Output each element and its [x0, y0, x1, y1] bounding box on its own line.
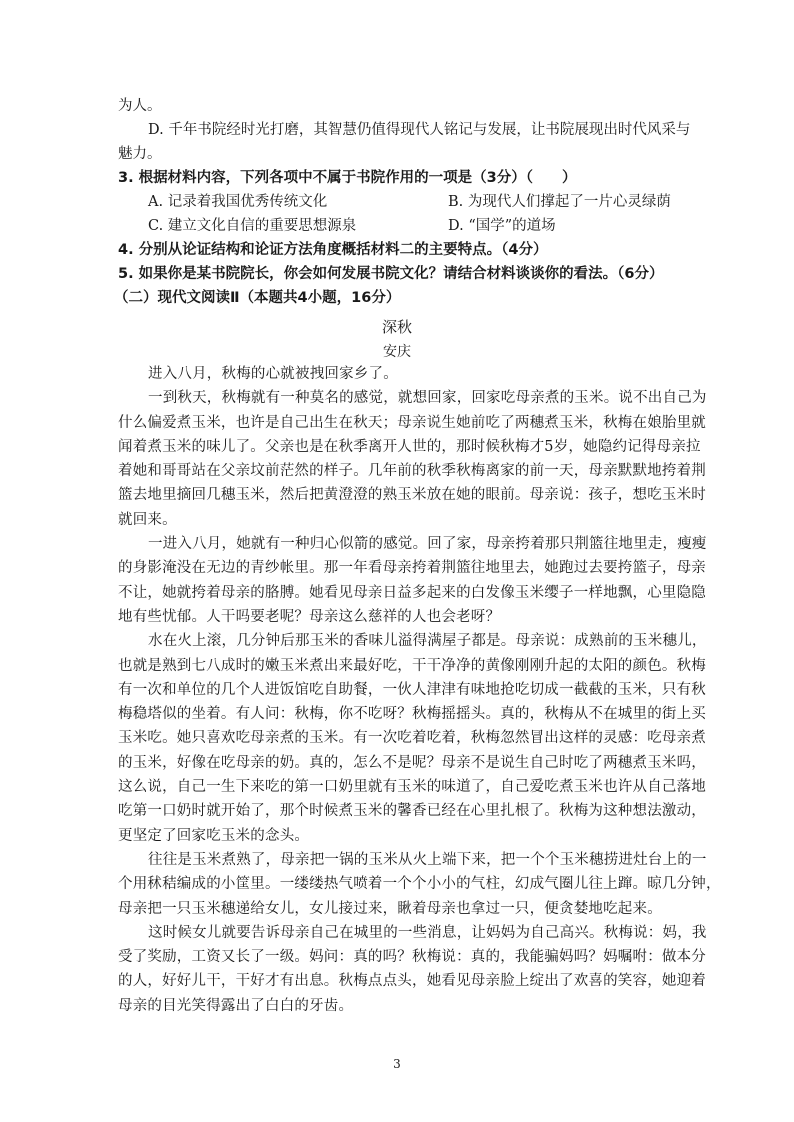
page-number: 3 — [393, 1057, 401, 1071]
story-line: 不让，她就挎着母亲的胳膊。她看见母亲日益多起来的白发像玉米缨子一样地飘，心里隐隐 — [118, 584, 706, 601]
option-b: B. 为现代人们撑起了一片心灵绿荫 — [448, 194, 671, 210]
story-line: 的玉米，好像在吃母亲的奶。真的，怎么不是呢？母亲不是说生自己时吃了两穗煮玉米吗， — [118, 754, 706, 771]
story-line: 就回来。 — [118, 511, 177, 528]
story-line: 个用秫秸编成的小筐里。一缕缕热气喷着一个个小小的气柱，幻成气圈儿往上蹿。晾几分钟， — [118, 876, 721, 893]
option-d-line: D. 千年书院经时光打磨，其智慧仍值得现代人铭记与发展，让书院展现出时代风采与 — [148, 122, 691, 138]
paragraph-line: 为人。 — [118, 98, 162, 114]
story-line: 什么偏爱煮玉米，也许是自己出生在秋天；母亲说生她前吃了两穗煮玉米，秋梅在娘胎里就 — [118, 414, 706, 431]
story-line: 闻着煮玉米的味儿了。父亲也是在秋季离开人世的，那时候秋梅才5岁，她隐约记得母亲拉 — [118, 438, 701, 455]
question-5: 5. 如果你是某书院院长，你会如何发展书院文化？请结合材料谈谈你的看法。（6分） — [118, 266, 664, 282]
option-c: C. 建立文化自信的重要思想源泉 — [148, 218, 357, 234]
story-line: 也就是熟到七八成时的嫩玉米煮出来最好吃，干干净净的黄像刚刚升起的太阳的颜色。秋梅 — [118, 657, 706, 674]
story-line: 受了奖励，工资又长了一级。妈问：真的吗？秋梅说：真的，我能骗妈吗？妈嘱咐：做本分 — [118, 949, 706, 966]
story-line: 梅稳塔似的坐着。有人问：秋梅，你不吃呀？秋梅摇摇头。真的，秋梅从不在城里的街上买 — [118, 706, 706, 723]
story-line: 水在火上滚，几分钟后那玉米的香味儿溢得满屋子都是。母亲说：成熟前的玉米穗儿， — [148, 633, 707, 650]
story-line: 玉米吃。她只喜欢吃母亲煮的玉米。有一次吃着吃着，秋梅忽然冒出这样的灵感：吃母亲煮 — [118, 730, 706, 747]
option-d-continuation: 魅力。 — [118, 146, 162, 162]
story-author: 安庆 — [383, 344, 411, 360]
story-line: 一进入八月，她就有一种归心似箭的感觉。回了家，母亲挎着那只荆篮往地里走，瘦瘦 — [148, 536, 707, 553]
story-line: 这么说，自己一生下来吃的第一口奶里就有玉米的味道了，自己爱吃煮玉米也许从自己落地 — [118, 779, 706, 796]
story-line: 有一次和单位的几个人进饭馆吃自助餐，一伙人津津有味地抢吃切成一截截的玉米，只有秋 — [118, 681, 706, 698]
story-line: 的人，好好儿干，干好才有出息。秋梅点点头，她看见母亲脸上绽出了欢喜的笑容，她迎着 — [118, 973, 706, 990]
story-line: 往往是玉米煮熟了，母亲把一锅的玉米从火上端下来，把一个个玉米穗捞进灶台上的一 — [148, 851, 707, 868]
option-d: D. “国学”的道场 — [448, 218, 556, 234]
story-body — [118, 362, 721, 1018]
story-title: 深秋 — [381, 318, 412, 336]
question-3-options-row1 — [118, 190, 678, 214]
story-line: 进入八月，秋梅的心就被拽回家乡了。 — [148, 366, 398, 382]
top-section — [118, 94, 691, 166]
question-4: 4. 分别从论证结构和论证方法角度概括材料二的主要特点。（4分） — [118, 242, 548, 258]
question-3-stem: 3. 根据材料内容，下列各项中不属于书院作用的一项是（3分）（ ） — [118, 170, 577, 186]
question-3-options-row2 — [118, 214, 678, 238]
question-3 — [114, 166, 678, 310]
story-line: 更坚定了回家吃玉米的念头。 — [118, 827, 310, 844]
story-line: 地有些忧郁。人干吗要老呢？母亲这么慈祥的人也会老呀？ — [118, 608, 501, 625]
story-line: 一到秋天，秋梅就有一种莫名的感觉，就想回家，回家吃母亲煮的玉米。说不出自己为 — [148, 390, 707, 407]
story-line: 吃第一口奶时就开始了，那个时候煮玉米的馨香已经在心里扎根了。秋梅为这种想法激动， — [118, 803, 706, 820]
story-line: 着她和哥哥站在父亲坟前茫然的样子。几年前的秋季秋梅离家的前一天，母亲默默地挎着荆 — [118, 463, 706, 480]
story-line: 的身影淹没在无边的青纱帐里。那一年看母亲挎着荆篮往地里去，她跑过去要挎篮子，母亲 — [118, 560, 706, 577]
story-line: 母亲的目光笑得露出了白白的牙齿。 — [118, 997, 354, 1014]
story-line: 母亲把一只玉米穗递给女儿，女儿接过来，瞅着母亲也拿过一只，便贪婪地吃起来。 — [118, 900, 662, 917]
story-line: 这时候女儿就要告诉母亲自己在城里的一些消息，让妈妈为自己高兴。秋梅说：妈，我 — [148, 924, 707, 941]
option-a: A. 记录着我国优秀传统文化 — [148, 194, 328, 210]
story-line: 篮去地里摘回几穗玉米，然后把黄澄澄的熟玉米放在她的眼前。母亲说：孩子，想吃玉米时 — [118, 487, 706, 504]
section-2-heading: （二）现代文阅读Ⅱ（本题共4小题，16分） — [114, 290, 401, 306]
